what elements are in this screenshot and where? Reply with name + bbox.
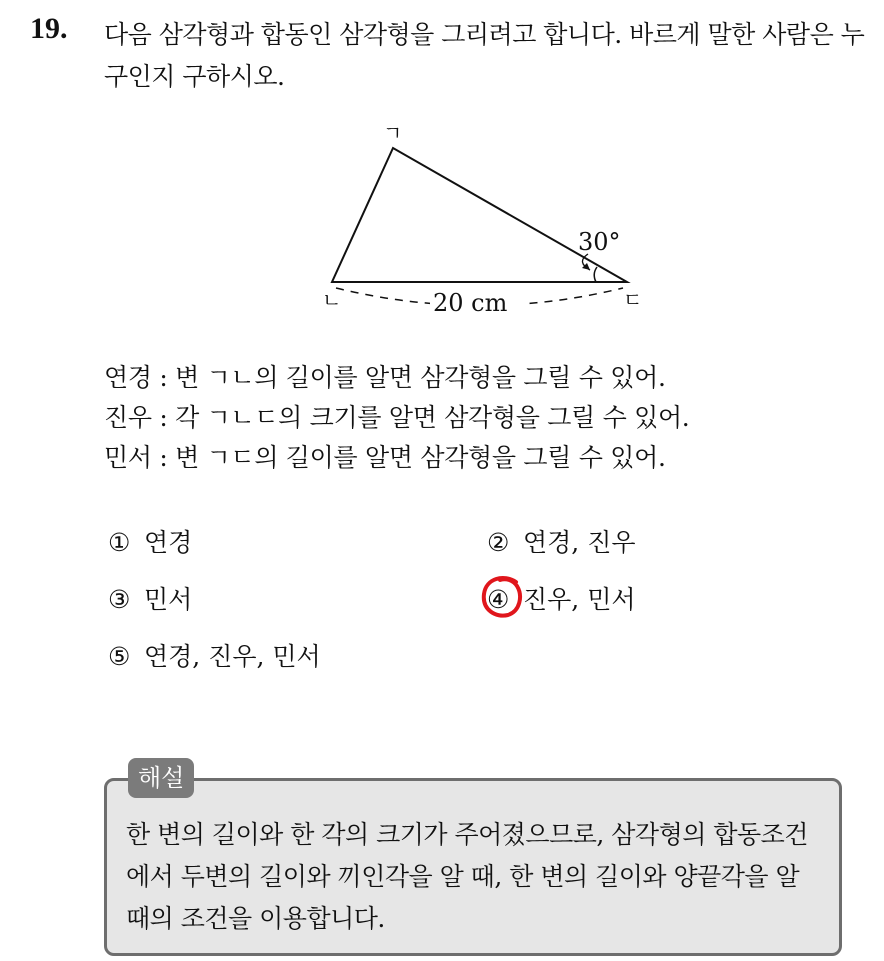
question-number: 19. — [30, 12, 68, 45]
vertex-label-right: ㄷ — [623, 288, 643, 312]
choice-5[interactable] — [108, 639, 321, 675]
choice-3-number: ③ — [108, 585, 131, 614]
angle-label: 30° — [578, 228, 621, 256]
vertex-label-left: ㄴ — [322, 288, 342, 312]
statement-minseo: 민서 : 변 ㄱㄷ의 길이를 알면 삼각형을 그릴 수 있어. — [104, 443, 666, 472]
choice-3[interactable] — [108, 582, 192, 618]
choice-2-number: ② — [487, 528, 510, 557]
choice-5-text: 연경, 진우, 민서 — [144, 642, 321, 671]
choice-2-text: 연경, 진우 — [523, 528, 636, 557]
triangle-figure — [300, 118, 660, 328]
length-label: 20 cm — [433, 289, 508, 317]
question-text: 다음 삼각형과 합동인 삼각형을 그리려고 합니다. 바르게 말한 사람은 누구인지 구하시오. — [104, 20, 865, 91]
angle-arc — [594, 267, 597, 282]
choice-1-number: ① — [108, 528, 131, 557]
choice-4-number: ④ — [487, 585, 510, 614]
choice-1-text: 연경 — [144, 528, 193, 557]
choice-3-text: 민서 — [144, 585, 193, 614]
choice-4-text: 진우, 민서 — [523, 585, 636, 614]
choice-2[interactable] — [487, 525, 636, 561]
answer-circle-mark — [480, 574, 524, 620]
statement-yeongyeong: 연경 : 변 ㄱㄴ의 길이를 알면 삼각형을 그릴 수 있어. — [104, 363, 666, 392]
statement-jinu: 진우 : 각 ㄱㄴㄷ의 크기를 알면 삼각형을 그릴 수 있어. — [104, 403, 690, 432]
choice-5-number: ⑤ — [108, 642, 131, 671]
vertex-label-top: ㄱ — [383, 121, 403, 145]
statement-list — [104, 358, 689, 478]
solution-text: 한 변의 길이와 한 각의 크기가 주어졌으므로, 삼각형의 합동조건에서 두변의 길이와 끼인각을 알 때, 한 변의 길이와 양끝각을 알 때의 조건을 이용합니다. — [126, 820, 808, 933]
answer-circle-stroke — [484, 578, 520, 616]
choice-1[interactable] — [108, 525, 192, 561]
solution-tag: 해설 — [128, 758, 194, 798]
